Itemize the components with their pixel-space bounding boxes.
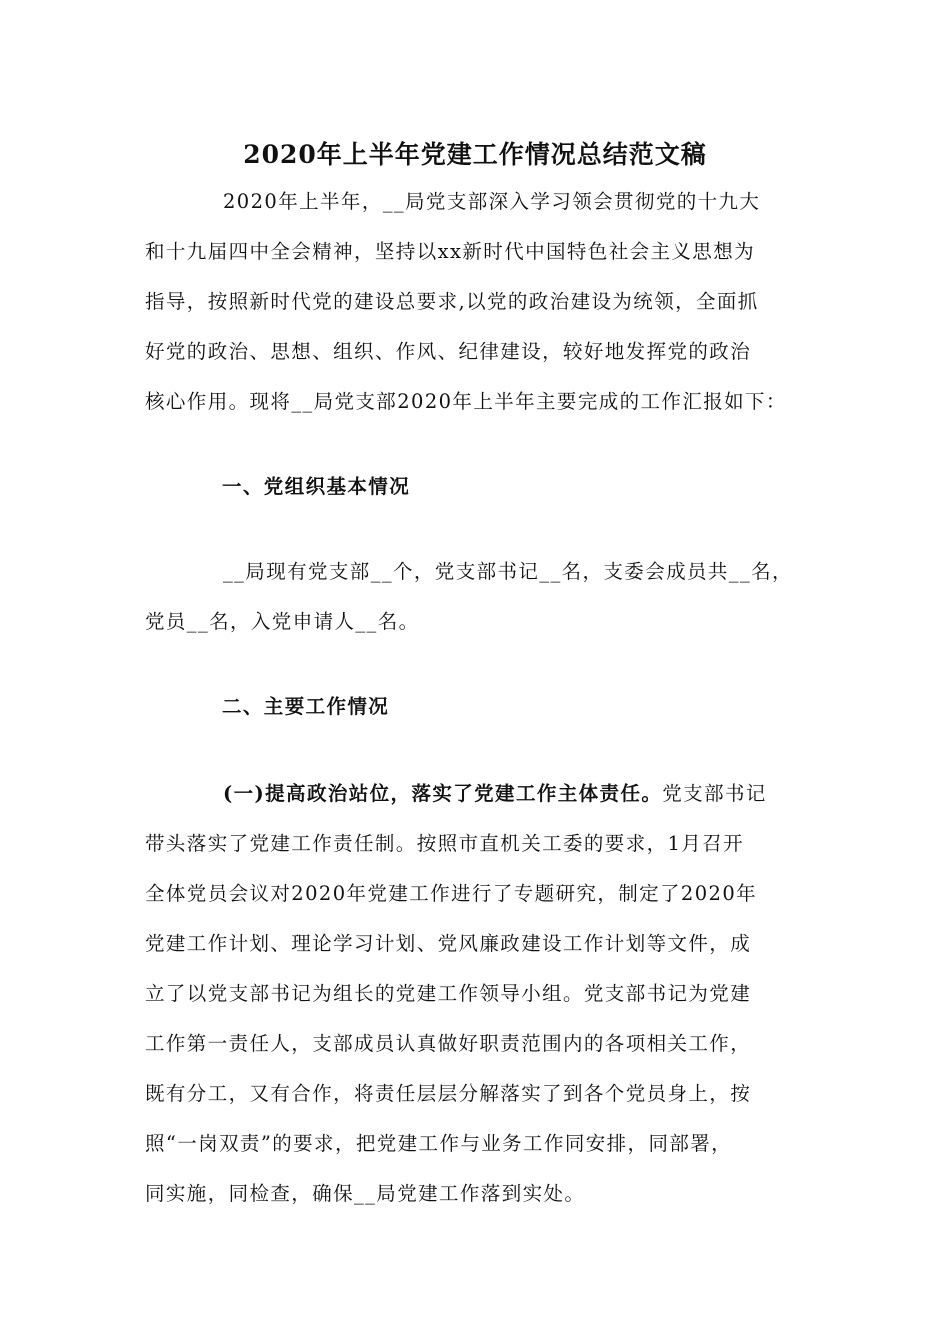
intro-line: 指导，按照新时代党的建设总要求,以党的政治建设为统领，全面抓 [145, 290, 759, 313]
sub1-line: 同实施，同检查，确保__局党建工作落到实处。 [145, 1182, 586, 1205]
sub1-line: 既有分工，又有合作，将责任层层分解落实了到各个党员身上，按 [145, 1082, 752, 1105]
intro-line: 好党的政治、思想、组织、作风、纪律建设，较好地发挥党的政治 [145, 340, 752, 363]
sub1-first-line [145, 769, 813, 819]
intro-paragraph [145, 177, 813, 427]
sub1-line: 立了以党支部书记为组长的党建工作领导小组。党支部书记为党建 [145, 982, 752, 1005]
sub1-first-line-rest: 党支部书记 [662, 782, 767, 805]
document-title: 2020年上半年党建工作情况总结范文稿 [243, 140, 707, 169]
sub1-line: 党建工作计划、理论学习计划、党风廉政建设工作计划等文件，成 [145, 932, 752, 955]
section1-heading: 一、党组织基本情况 [222, 475, 411, 498]
section1-line: 党员__名，入党申请人__名。 [145, 610, 420, 633]
intro-line: 2020年上半年，__局党支部深入学习领会贯彻党的十九大 [223, 190, 761, 213]
sub1-bold-lead: (一)提高政治站位，落实了党建工作主体责任。 [223, 782, 663, 805]
section1-paragraph [145, 547, 813, 647]
sub1-line: 照“一岗双责”的要求，把党建工作与业务工作同安排，同部署， [145, 1132, 733, 1155]
section1-line: __局现有党支部__个，党支部书记__名，支委会成员共__名， [223, 560, 793, 583]
intro-line: 和十九届四中全会精神，坚持以xx新时代中国特色社会主义思想为 [145, 240, 755, 263]
section2-heading: 二、主要工作情况 [222, 695, 390, 718]
sub1-line: 全体党员会议对2020年党建工作进行了专题研究，制定了2020年 [145, 882, 758, 905]
sub1-line: 带头落实了党建工作责任制。按照市直机关工委的要求，1月召开 [145, 832, 745, 855]
intro-line: 核心作用。现将__局党支部2020年上半年主要完成的工作汇报如下： [145, 390, 787, 413]
section2-sub1-paragraph [145, 769, 813, 1219]
sub1-line: 工作第一责任人，支部成员认真做好职责范围内的各项相关工作， [145, 1032, 752, 1055]
